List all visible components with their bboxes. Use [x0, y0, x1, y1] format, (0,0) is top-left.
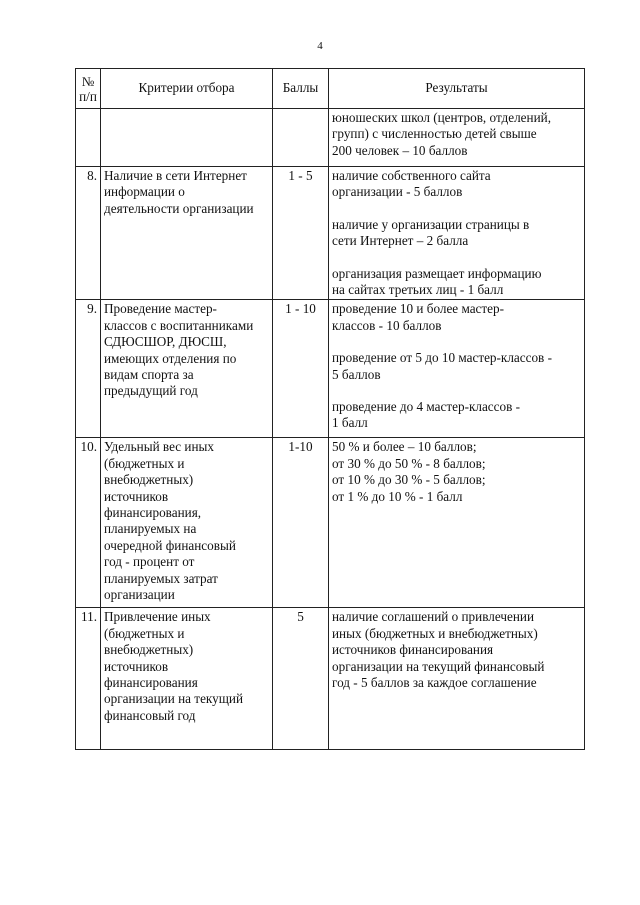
result-gap — [332, 334, 581, 350]
result-line: 200 человек – 10 баллов — [332, 142, 468, 158]
result-line: от 30 % до 50 % - 8 баллов; — [332, 455, 486, 471]
row-criteria — [101, 438, 273, 608]
criteria-line: Удельный вес иных — [104, 439, 214, 455]
result-line: классов - 10 баллов — [332, 317, 442, 333]
result-line: 50 % и более – 10 баллов; — [332, 439, 477, 455]
result-line: наличие соглашений о привлечении — [332, 609, 535, 625]
row-criteria — [101, 109, 273, 167]
result-gap — [332, 201, 581, 217]
criteria-line: организации — [104, 587, 175, 603]
criteria-line: планируемых на — [104, 521, 197, 537]
criteria-line: предыдущий год — [104, 383, 198, 399]
criteria-line: деятельности организации — [104, 200, 254, 216]
row-number — [76, 109, 101, 167]
criteria-table — [75, 68, 585, 750]
criteria-line: видам спорта за — [104, 367, 194, 383]
criteria-line: организации на текущий — [104, 691, 244, 707]
row-results — [329, 438, 585, 608]
result-line: организации на текущий финансовый — [332, 658, 545, 674]
header-num — [76, 69, 101, 109]
criteria-line: очередной финансовый — [104, 537, 236, 553]
criteria-line: Проведение мастер- — [104, 301, 217, 317]
header-score: Баллы — [273, 69, 329, 109]
result-line: от 1 % до 10 % - 1 балл — [332, 488, 463, 504]
criteria-line: имеющих отделения по — [104, 350, 237, 366]
criteria-line: год - процент от — [104, 554, 195, 570]
row-results — [329, 109, 585, 167]
criteria-line: (бюджетных и — [104, 625, 185, 641]
result-line: проведение 10 и более мастер- — [332, 301, 505, 317]
criteria-line: финансирования, — [104, 505, 202, 521]
result-line: 1 балл — [332, 415, 368, 431]
result-line: юношеских школ (центров, отделений, — [332, 110, 552, 125]
result-line: 5 баллов — [332, 366, 381, 382]
row-results — [329, 300, 585, 438]
result-line: от 10 % до 30 % - 5 баллов; — [332, 472, 486, 488]
result-gap — [332, 250, 581, 266]
row-criteria — [101, 300, 273, 438]
row-number: 9. — [76, 300, 101, 438]
criteria-line: Наличие в сети Интернет — [104, 168, 247, 183]
criteria-line: источников — [104, 658, 169, 674]
result-gap — [332, 383, 581, 399]
criteria-line: классов с воспитанниками — [104, 317, 254, 333]
row-results — [329, 608, 585, 750]
result-line: групп) с численностью детей свыше — [332, 126, 537, 142]
result-line: источников финансирования — [332, 642, 494, 658]
row-score: 1-10 — [273, 438, 329, 608]
criteria-line: финансирования — [104, 675, 198, 691]
header-num-line-1: № — [81, 73, 95, 89]
result-line: наличие собственного сайта — [332, 168, 491, 183]
table-row — [76, 608, 585, 750]
result-line: год - 5 баллов за каждое соглашение — [332, 675, 537, 691]
result-line: иных (бюджетных и внебюджетных) — [332, 625, 538, 641]
criteria-line: источников — [104, 488, 169, 504]
criteria-line: финансовый год — [104, 707, 196, 723]
result-line: проведение от 5 до 10 мастер-классов - — [332, 350, 552, 366]
row-number: 10. — [76, 438, 101, 608]
table-row — [76, 438, 585, 608]
criteria-line: СДЮСШОР, ДЮСШ, — [104, 334, 227, 350]
criteria-line: внебюджетных) — [104, 472, 194, 488]
row-score: 1 - 10 — [273, 300, 329, 438]
header-results: Результаты — [329, 69, 585, 109]
criteria-line: Привлечение иных — [104, 609, 211, 625]
result-line: проведение до 4 мастер-классов - — [332, 399, 521, 415]
row-score: 1 - 5 — [273, 167, 329, 300]
result-line: организации - 5 баллов — [332, 184, 463, 200]
table-row — [76, 300, 585, 438]
row-score: 5 — [273, 608, 329, 750]
criteria-line: внебюджетных) — [104, 642, 194, 658]
row-results — [329, 167, 585, 300]
row-criteria — [101, 608, 273, 750]
table-row — [76, 167, 585, 300]
header-criteria: Критерии отбора — [101, 69, 273, 109]
row-number: 8. — [76, 167, 101, 300]
result-line: наличие у организации страницы в — [332, 216, 530, 232]
criteria-line: планируемых затрат — [104, 570, 218, 586]
header-num-line-2: п/п — [79, 88, 97, 104]
table-row — [76, 109, 585, 167]
criteria-line: информации о — [104, 184, 185, 200]
table-header-row — [76, 69, 585, 109]
criteria-line: (бюджетных и — [104, 455, 185, 471]
row-criteria — [101, 167, 273, 300]
row-score — [273, 109, 329, 167]
result-line: на сайтах третьих лиц - 1 балл — [332, 282, 504, 298]
row-number: 11. — [76, 608, 101, 750]
page-number: 4 — [317, 40, 323, 52]
table-body — [76, 109, 585, 750]
result-line: организация размещает информацию — [332, 265, 542, 281]
result-line: сети Интернет – 2 балла — [332, 233, 469, 249]
